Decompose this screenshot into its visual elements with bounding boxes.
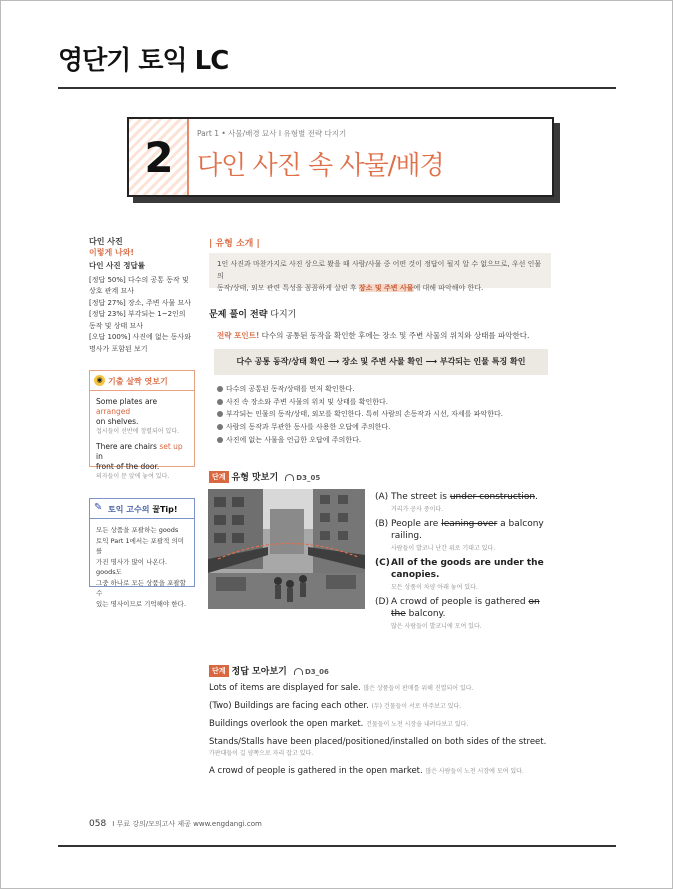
step1-heading [209, 470, 320, 483]
strategy-item: 부각되는 인물의 동작/상태, 외모를 확인한다. 특히 사람의 손동작과 시선, 자세를 파악한다. [217, 408, 503, 421]
page-number: 058 [89, 819, 107, 829]
example-text: Some plates are [96, 397, 158, 406]
strategy-item: 사진 속 장소와 주변 사물의 위치 및 상태를 확인한다. [217, 396, 503, 409]
answer-translation: (두) 건물들이 서로 마주보고 있다. [371, 703, 462, 710]
strategy-point-text: 다수의 공통된 동작을 확인한 후에는 장소 및 주변 사물의 위치와 상태를 파악한다. [259, 331, 530, 340]
chapter-number-panel [129, 119, 189, 195]
step2-title: 정답 모아보기 [231, 667, 287, 677]
intro-highlight: 장소 및 주변 사물 [358, 284, 414, 292]
example-highlight: arranged [96, 407, 131, 416]
choice-translation: 많은 사람들이 발코니에 모여 있다. [391, 622, 482, 630]
choice-translation: 거리가 공사 중이다. [391, 505, 444, 513]
sidebar-stat: [정답 27%] 장소, 주변 사물 묘사 [89, 298, 191, 307]
example-translation: 의자들이 문 앞에 놓여 있다. [96, 473, 170, 480]
expert-tip-box [89, 498, 195, 608]
sidebar-stat: 동작 및 상태 묘사 [89, 321, 144, 330]
audio-track[interactable] [294, 668, 329, 676]
market-photo [208, 489, 365, 609]
step-tag: 단계 [209, 471, 229, 483]
choice-translation: 모든 상품이 차양 아래 놓여 있다. [391, 583, 478, 591]
choice-c[interactable] [375, 557, 555, 594]
strategy-point-label: 전략 포인트! [217, 331, 260, 340]
choice-text: . [535, 492, 538, 502]
example-text: front of the door. [96, 462, 160, 471]
intro-box [209, 253, 551, 292]
answer-translation: 가판대들이 길 양쪽으로 자리 잡고 있다. [209, 750, 314, 757]
audio-track[interactable] [285, 474, 320, 482]
strategy-item: 사람의 동작과 무관한 동사를 사용한 오답에 주의한다. [217, 421, 503, 434]
top-divider [58, 87, 616, 89]
answer-text: A crowd of people is gathered in the open market. [209, 766, 423, 776]
peek-face-icon: ◉ [94, 375, 105, 386]
answer-translation: 많은 사람들이 노천 시장에 모여 있다. [425, 768, 524, 775]
choice-strike: under construction [449, 492, 536, 502]
sidebar-stat: [오답 100%] 사진에 없는 동사와 [89, 333, 191, 341]
choice-label: (C) [375, 557, 390, 568]
example-translation: 접시들이 선반에 정렬되어 있다. [96, 428, 179, 435]
answer-text: Lots of items are displayed for sale. [209, 683, 361, 693]
strategy-item: 다수의 공통된 동작/상태를 먼저 확인한다. [217, 383, 503, 396]
exam-preview-header [90, 371, 194, 391]
intro-text: 에 대해 파악해야 한다. [413, 284, 484, 292]
strategy-title-rest: 다지기 [267, 310, 297, 320]
choice-text: A crowd of people is gathered [391, 596, 529, 607]
answer-text: Stands/Stalls have been placed/positioned/installed on both sides of the street. [209, 737, 547, 747]
expert-tip-line: 있는 명사이므로 기억해야 한다. [96, 599, 186, 608]
example-highlight: set up [159, 442, 183, 451]
chapter-subtitle: Part 1 • 사물/배경 묘사 I 유형별 전략 다지기 [197, 129, 347, 138]
answer-translation: 많은 상품들이 판매를 위해 진열되어 있다. [363, 685, 474, 692]
track-id: D3_06 [304, 668, 329, 676]
example-text: on shelves. [96, 417, 139, 426]
sidebar-stat: [정답 50%] 다수의 공통 동작 및 [89, 275, 189, 284]
choice-text: balcony. [405, 609, 446, 619]
strategy-list [217, 383, 503, 447]
sidebar-stat: [정답 23%] 부각되는 1~2인의 [89, 310, 186, 318]
exam-preview-box [89, 370, 195, 480]
headphones-icon [285, 474, 294, 481]
market-photo-illustration [208, 489, 365, 609]
answer-text: (Two) Buildings are facing each other. [209, 701, 369, 711]
expert-tip-title: 토익 고수의 [108, 505, 153, 514]
example-text: in [96, 452, 103, 461]
choice-d[interactable] [375, 596, 555, 633]
choice-b[interactable] [375, 518, 555, 555]
answer-row [209, 719, 546, 730]
answer-choices [375, 491, 555, 635]
expert-tip-title-emphasis: 꿀Tip! [152, 505, 178, 514]
book-title: 영단기 토익 LC [58, 46, 229, 76]
choice-translation: 사람들이 발코니 난간 위로 기대고 있다. [391, 544, 496, 552]
choice-a[interactable] [375, 491, 555, 516]
sidebar-stat: 명사가 포함된 보기 [89, 344, 148, 353]
sidebar-heading: 다인 사진 [89, 237, 123, 246]
answer-row [209, 683, 546, 694]
answer-text: Buildings overlook the open market. [209, 719, 364, 729]
expert-tip-line: 가진 명사가 많이 나온다. goods도 [96, 557, 168, 576]
strategy-title [209, 307, 296, 320]
example-text: There are chairs [96, 442, 160, 451]
chapter-header [127, 117, 554, 197]
choice-text: a balcony railing. [391, 518, 544, 541]
strategy-point [217, 330, 529, 341]
choice-label: (A) [375, 492, 389, 502]
strategy-item: 사진에 없는 사물을 언급한 오답에 주의한다. [217, 434, 503, 447]
intro-text: 1인 사진과 마찬가지로 사진 상으로 봤을 때 사람/사물 중 어떤 것이 정답이 될지 알 수 없으므로, 우선 인물의 [217, 260, 542, 280]
answer-summary [209, 683, 546, 784]
expert-tip-header [90, 499, 194, 519]
answer-translation: 건물들이 노천 시장을 내려다보고 있다. [366, 721, 469, 728]
expert-tip-line: 토익 Part 1에서는 포괄적 의미를 [96, 536, 185, 555]
choice-strike: on the [391, 596, 540, 619]
headphones-icon [294, 668, 303, 675]
strategy-flow: 다수 공통 동작/상태 확인 ⟶ 장소 및 주변 사물 확인 ⟶ 부각되는 인물 특징 확인 [214, 349, 548, 375]
choice-label: (D) [375, 596, 389, 607]
sidebar-stat: 상호 관계 묘사 [89, 287, 135, 295]
answer-row [209, 737, 546, 759]
bottom-divider [58, 845, 616, 847]
choice-text: People are [391, 518, 442, 529]
expert-tip-line: 모든 상품을 포괄하는 goods [96, 526, 179, 534]
footer-text: I 무료 강의/모의고사 제공 www.engdangi.com [112, 820, 262, 828]
sidebar-stats [89, 237, 193, 355]
choice-text: All of the goods are under the canopies. [391, 557, 544, 580]
pencil-icon: ✎ [94, 502, 103, 513]
choice-strike: leaning over [441, 518, 498, 529]
chapter-number: 2 [144, 133, 174, 182]
answer-row [209, 701, 546, 712]
step2-heading [209, 664, 329, 677]
choice-text: The street is [391, 492, 450, 502]
chapter-title: 다인 사진 속 사물/배경 [197, 151, 444, 181]
exam-preview-title: 기출 살짝 엿보기 [108, 377, 168, 386]
track-id: D3_05 [296, 474, 321, 482]
sidebar-subheading: 이렇게 나와! [89, 247, 135, 257]
intro-text: 동작/상태, 외모 관련 특성을 꼼꼼하게 살핀 후 [217, 284, 359, 292]
strategy-title-main: 문제 풀이 전략 [209, 310, 268, 320]
page-footer [89, 819, 262, 829]
choice-label: (B) [375, 518, 389, 529]
expert-tip-line: 그중 하나로 모든 상품을 포괄할 수 [96, 578, 186, 597]
step-tag: 단계 [209, 665, 229, 677]
step1-title: 유형 맛보기 [231, 473, 279, 483]
answer-row [209, 766, 546, 777]
intro-title: | 유형 소개 | [209, 239, 260, 249]
sidebar-label: 다인 사진 정답률 [89, 261, 145, 270]
